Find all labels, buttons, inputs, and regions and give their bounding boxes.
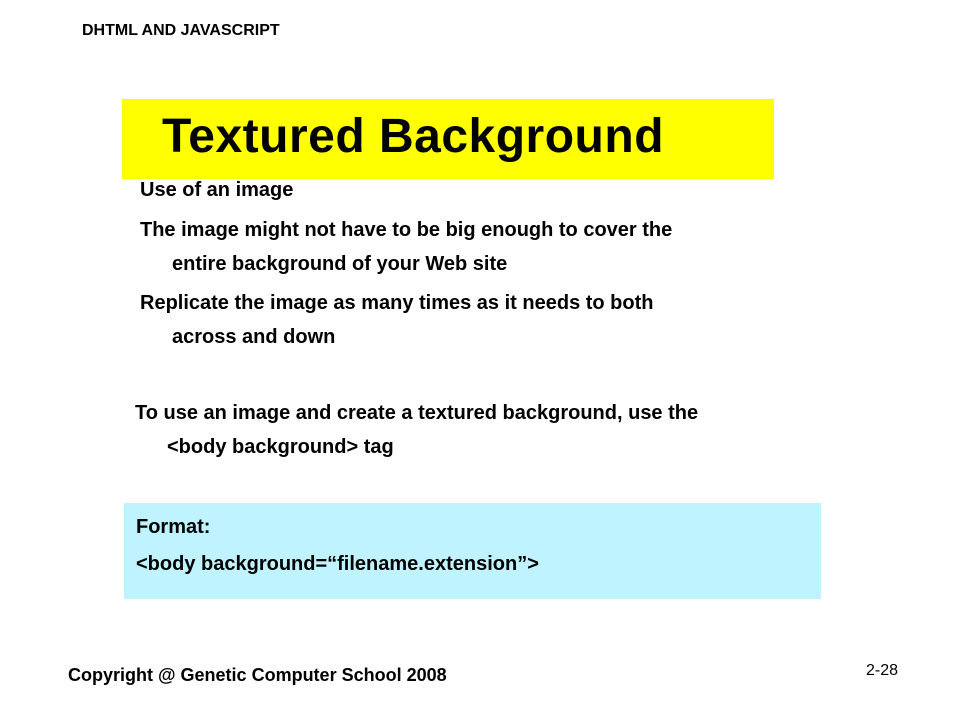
format-label: Format: [136, 516, 211, 538]
bullet-item [140, 213, 672, 281]
footer-copyright: Copyright @ Genetic Computer School 2008 [68, 665, 447, 685]
bullet-item [140, 286, 654, 354]
title-banner [122, 99, 774, 179]
bullet-text: The image might not have to be big enough to cover the [140, 219, 673, 241]
bullet-text: Use of an image [140, 179, 294, 201]
bullet-text-continued: <body background> tag [167, 436, 394, 458]
header-label: DHTML AND JAVASCRIPT [82, 22, 280, 39]
slide-title: Textured Background [162, 110, 665, 163]
bullet-text-continued: entire background of your Web site [172, 253, 508, 275]
format-code: <body background=“filename.extension”> [136, 553, 539, 575]
page-number: 2-28 [866, 662, 899, 679]
bullet-item [140, 173, 293, 207]
bullet-text: Replicate the image as many times as it needs to both [140, 292, 654, 314]
bullet-text: To use an image and create a textured background, use the [135, 402, 699, 424]
bullet-text-continued: across and down [172, 326, 336, 348]
format-box [124, 503, 821, 599]
bullet-item [135, 396, 698, 464]
